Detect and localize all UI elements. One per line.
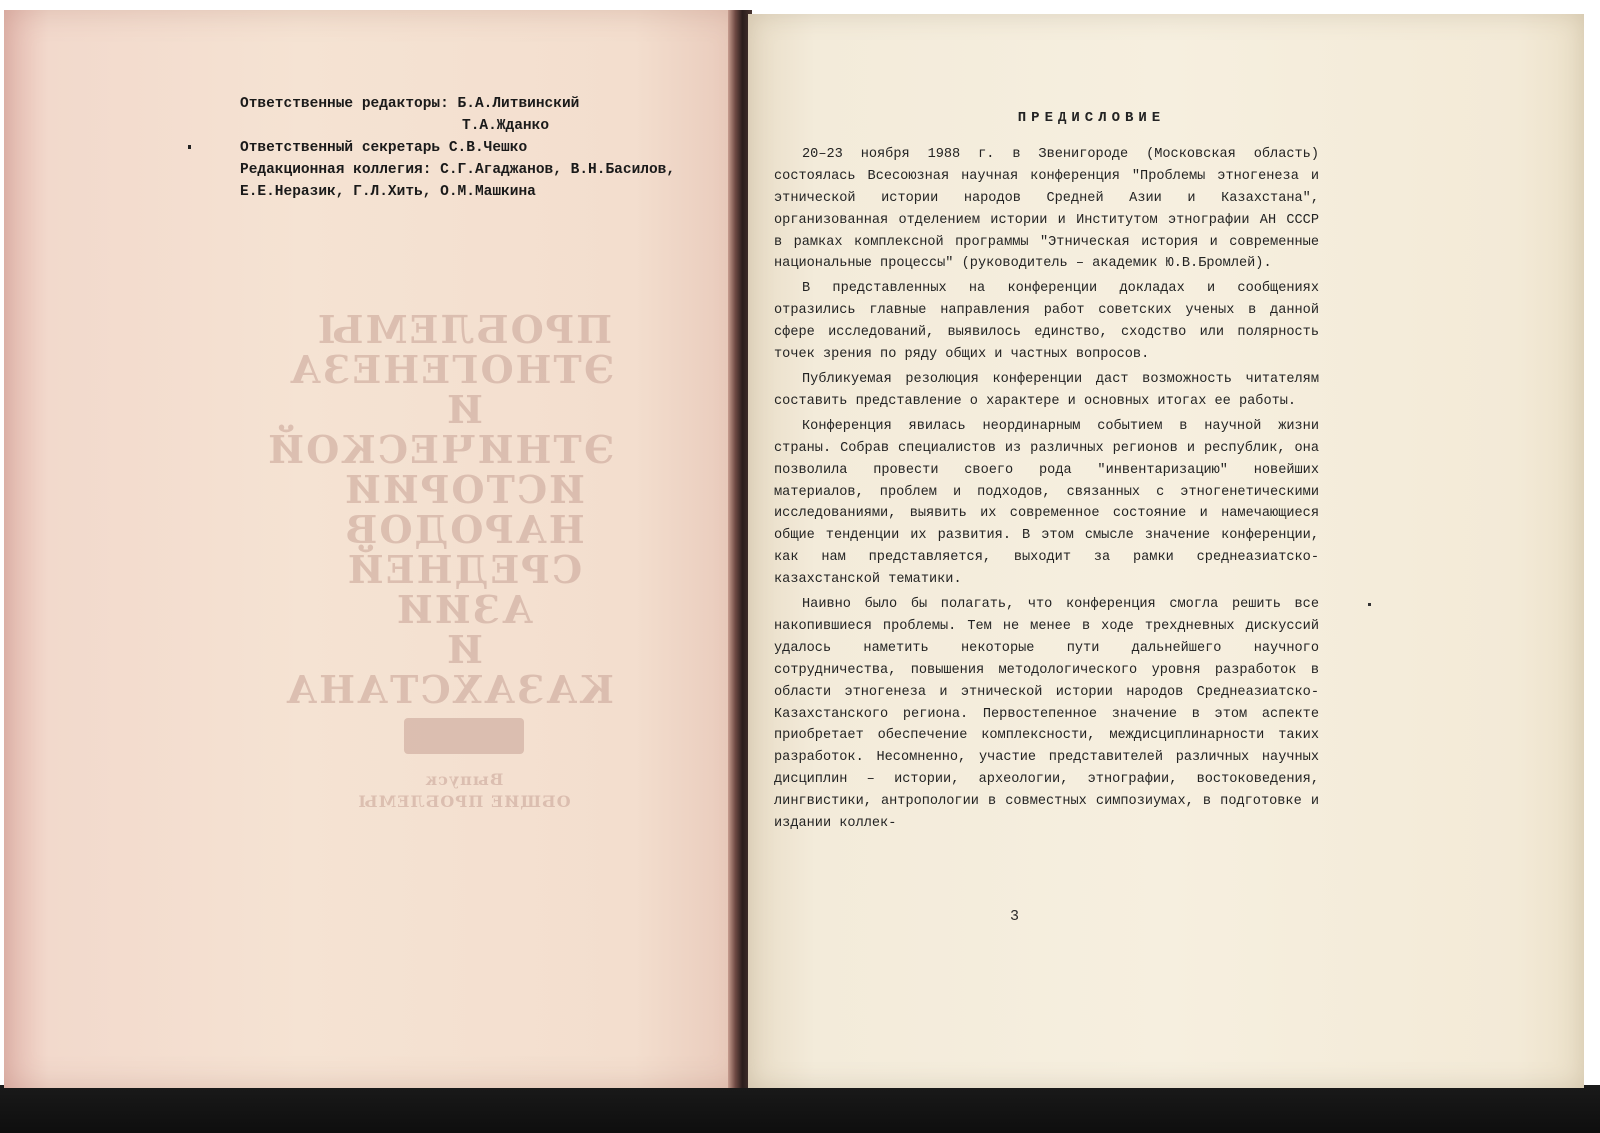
ghost-line: ПРОБЛЕМЫ bbox=[315, 307, 613, 352]
ghost-issue: Выпуск bbox=[424, 770, 504, 789]
editorial-credits bbox=[240, 93, 710, 203]
preface-paragraph: Публикуемая резолюция конференции даст возможность читателям составить представление о характере и основных итогах ее работы. bbox=[774, 371, 1319, 409]
preface-paragraph: Наивно было бы полагать, что конференция смогла решить все накопившиеся проблемы. Тем не менее в ходе трехдневных дискуссий удалось наметить некоторые пути дальнейшего научного сотрудничества, повышения методологического уровня разработок в области этногенеза и этнической истории народов Среднеазиатско-Казахстанского региона. Первостепенное значение в этом аспекте приобретает обеспечение комплексности, междисциплинарности таких разработок. Несомненно, участие представителей различных научных дисциплин – истории, археологии, этнографии, востоковедения, лингвистики, антропологии в совместных симпозиумах, в подготовке и издании коллек- bbox=[774, 597, 1319, 832]
ghost-line: И ЭТНИЧЕСКОЙ bbox=[266, 387, 614, 472]
ghost-line: НАРОДОВ bbox=[343, 507, 585, 552]
editors-row bbox=[240, 93, 710, 115]
editor-name: Б.А.Литвинский bbox=[457, 96, 580, 112]
preface-text bbox=[774, 108, 1319, 838]
ghost-line: ИСТОРИИ bbox=[343, 467, 585, 512]
ghost-line: СРЕДНЕЙ АЗИИ bbox=[345, 547, 583, 632]
ghost-subtitle: ОБЩИЕ ПРОБЛЕМЫ bbox=[357, 792, 571, 811]
preface-title: ПРЕДИСЛОВИЕ bbox=[1017, 110, 1166, 126]
ink-speck bbox=[188, 145, 191, 149]
bleed-through-title bbox=[266, 307, 614, 813]
preface-paragraph: В представленных на конференции докладах и сообщениях отразились главные направления работ советских ученых в данной сфере исследований, выявилось единство, сходство или полярность точек зрения по ряду общих и частных вопросов. bbox=[774, 281, 1319, 363]
ghost-line: И КАЗАХСТАНА bbox=[284, 627, 614, 712]
preface-paragraph: 20–23 ноября 1988 г. в Звенигороде (Московская область) состоялась Всесоюзная научная конференция "Проблемы этногенеза и этнической истории народов Средней Азии и Казахстана", организованная отделением истории и Институтом этнографии АН СССР в рамках комплексной программы "Этническая история и современные национальные процессы" (руководитель – академик Ю.В.Бромлей). bbox=[774, 146, 1319, 272]
page-number: 3 bbox=[1010, 908, 1020, 925]
ghost-line: ЭТНОГЕНЕЗА bbox=[288, 347, 614, 392]
ghost-emblem-icon bbox=[404, 718, 524, 754]
secretary-line: Ответственный секретарь С.В.Чешко bbox=[240, 140, 528, 156]
board-line: Редакционная коллегия: С.Г.Агаджанов, В.Н.Басилов, bbox=[240, 162, 676, 178]
board-line: Е.Е.Неразик, Г.Л.Хить, О.М.Машкина bbox=[240, 184, 536, 200]
ink-speck bbox=[1368, 603, 1371, 606]
preface-paragraph: Конференция явилась неординарным событием в научной жизни страны. Собрав специалистов из различных регионов и республик, она позволила провести своего рода "инвентаризацию" новейших материалов, проблем и подходов, связанных с этногенетическими исследованиями, выявить их современное состояние и намечающиеся общие тенденции их развития. В этом смысле значение конференции, как нам представляется, выходит за рамки среднеазиатско-казахстанской тематики. bbox=[774, 418, 1319, 588]
editors-label: Ответственные редакторы: bbox=[240, 96, 449, 112]
editor-name: Т.А.Жданко bbox=[462, 118, 550, 134]
